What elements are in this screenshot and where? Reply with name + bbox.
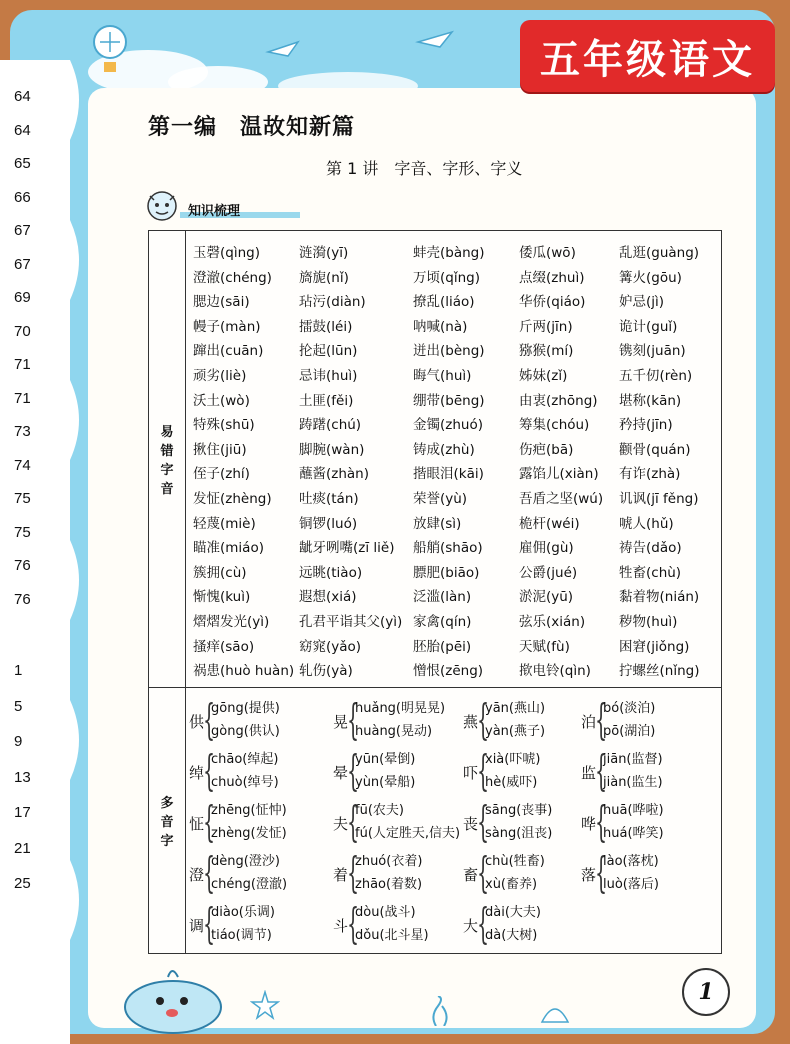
reading-2: luò(落后) bbox=[603, 877, 659, 892]
starfish-icon bbox=[250, 990, 280, 1020]
pron-entry: 膘肥(biāo) bbox=[413, 564, 480, 581]
pron-entry: 困窘(jiǒng) bbox=[619, 638, 690, 655]
pron-entry: 瞄准(miáo) bbox=[193, 540, 264, 557]
pron-entry: 祷告(dǎo) bbox=[619, 540, 682, 557]
pron-entry: 荣誉(yù) bbox=[413, 491, 468, 507]
pron-entry: 蘸酱(zhàn) bbox=[299, 466, 370, 483]
pron-entry: 窈窕(yǎo) bbox=[299, 638, 362, 655]
polyphonic-char: 燕 bbox=[463, 713, 479, 731]
pron-entry: 轻蔑(miè) bbox=[193, 515, 256, 532]
brace-icon: { bbox=[347, 746, 360, 795]
pron-entry: 呐喊(nà) bbox=[413, 318, 468, 335]
pron-entry: 旖旎(nǐ) bbox=[299, 269, 349, 286]
row-label-char: 音 bbox=[160, 814, 174, 830]
pron-entry: 万顷(qǐng) bbox=[413, 269, 480, 286]
brace-icon: { bbox=[347, 797, 360, 846]
brace-icon: { bbox=[595, 797, 608, 846]
lecture-title: 第 1 讲 字音、字形、字义 bbox=[326, 159, 523, 178]
side-number: 75 bbox=[14, 523, 31, 541]
pron-entry: 篝火(gōu) bbox=[619, 269, 682, 286]
pron-entry: 涟漪(yī) bbox=[299, 245, 349, 261]
pron-entry: 腮边(sāi) bbox=[193, 294, 250, 311]
pron-entry: 簇拥(cù) bbox=[193, 564, 247, 581]
pron-entry: 擂鼓(léi) bbox=[299, 318, 353, 335]
side-number: 74 bbox=[14, 456, 31, 474]
pron-entry: 熠熠发光(yì) bbox=[193, 614, 270, 630]
pron-entry: 脚腕(wàn) bbox=[299, 441, 365, 458]
polyphonic-row bbox=[149, 687, 721, 953]
polyphonic-char: 落 bbox=[581, 866, 597, 884]
reading-2: jiàn(监生) bbox=[603, 775, 663, 790]
pron-entry: 沃土(wò) bbox=[193, 392, 250, 409]
brace-icon: { bbox=[477, 695, 490, 744]
pron-entry: 抡起(lūn) bbox=[299, 343, 358, 360]
polyphonic-char: 着 bbox=[333, 866, 349, 884]
pron-entry: 揪住(jiū) bbox=[193, 441, 247, 458]
pron-entry: 金镯(zhuó) bbox=[413, 417, 483, 434]
row-label-char: 字 bbox=[160, 833, 174, 849]
side-number: 67 bbox=[14, 255, 31, 273]
pron-entry: 猕猴(mí) bbox=[519, 343, 574, 360]
pron-entry: 泛滥(làn) bbox=[413, 589, 472, 606]
pron-entry: 华侨(qiáo) bbox=[519, 294, 586, 311]
side-number: 71 bbox=[14, 356, 31, 373]
reading-1: huǎng(明晃晃) bbox=[355, 701, 446, 716]
pron-entry: 堪称(kān) bbox=[619, 392, 682, 409]
pron-entry: 侄子(zhí) bbox=[193, 466, 250, 483]
pron-entry: 铜锣(luó) bbox=[299, 515, 358, 532]
side-number: 75 bbox=[14, 490, 31, 507]
page-title: 第一编 温故知新篇 bbox=[148, 115, 356, 140]
polyphonic-char: 泊 bbox=[581, 713, 597, 731]
side-number: 76 bbox=[14, 557, 31, 574]
pron-entry: 蚌壳(bàng) bbox=[413, 245, 485, 261]
side-number: 66 bbox=[14, 188, 31, 206]
side-number: 5 bbox=[14, 697, 23, 715]
polyphonic-char: 怔 bbox=[189, 815, 205, 833]
polyphonic-char: 畜 bbox=[463, 866, 479, 884]
shell-icon bbox=[540, 1000, 570, 1024]
pron-entry: 胚胎(pēi) bbox=[413, 638, 472, 655]
brace-icon: { bbox=[477, 746, 490, 795]
reading-2: tiáo(调节) bbox=[211, 928, 272, 943]
side-number: 67 bbox=[14, 222, 31, 239]
reading-2: gòng(供认) bbox=[211, 724, 280, 739]
side-number: 64 bbox=[14, 121, 31, 139]
pron-entry: 矜持(jīn) bbox=[619, 417, 673, 434]
brace-icon: { bbox=[347, 899, 360, 948]
reading-1: diào(乐调) bbox=[211, 905, 275, 920]
brace-icon: { bbox=[595, 695, 608, 744]
reading-2: fú(人定胜天,信夫) bbox=[355, 826, 461, 841]
reading-1: zhuó(衣着) bbox=[355, 854, 423, 869]
pron-entry: 雇佣(gù) bbox=[519, 540, 574, 557]
pron-entry: 吾盾之坚(wú) bbox=[519, 491, 604, 507]
pron-entry: 有诈(zhà) bbox=[619, 466, 681, 483]
reading-1: jiān(监督) bbox=[603, 752, 663, 767]
reading-1: huā(哗啦) bbox=[603, 803, 664, 818]
pron-entry: 由衷(zhōng) bbox=[519, 392, 598, 409]
row-label-error-pronunciation bbox=[149, 231, 186, 687]
pron-entry: 倭瓜(wō) bbox=[519, 245, 576, 261]
pron-entry: 颧骨(quán) bbox=[619, 441, 691, 458]
section-label: 知识梳理 bbox=[188, 204, 241, 219]
pron-entry: 姊妹(zǐ) bbox=[519, 368, 568, 384]
side-number: 25 bbox=[14, 875, 31, 892]
pron-entry: 特殊(shū) bbox=[193, 417, 255, 434]
pron-entry: 遐想(xiá) bbox=[299, 589, 357, 606]
pron-entry: 忌讳(huì) bbox=[299, 368, 358, 384]
pron-entry: 澄澈(chéng) bbox=[193, 269, 272, 286]
pron-entry: 踌躇(chú) bbox=[299, 417, 362, 434]
pron-entry: 玉磬(qìng) bbox=[193, 245, 260, 261]
polyphonic-char: 调 bbox=[189, 917, 205, 935]
reading-2: sàng(沮丧) bbox=[485, 826, 553, 841]
row-label-polyphonic bbox=[149, 687, 186, 953]
pron-entry: 五千仞(rèn) bbox=[619, 368, 693, 384]
side-number: 73 bbox=[14, 423, 31, 440]
reading-2: huá(哗笑) bbox=[603, 826, 664, 841]
polyphonic-char: 吓 bbox=[463, 764, 479, 782]
reading-1: gōng(提供) bbox=[211, 701, 280, 716]
reading-1: chāo(绰起) bbox=[211, 752, 279, 767]
pron-entry: 蹿出(cuān) bbox=[193, 343, 264, 360]
error-pronunciation-row bbox=[149, 231, 721, 688]
pron-entry: 乱逛(guàng) bbox=[619, 245, 700, 261]
whale-icon bbox=[118, 955, 228, 1035]
side-number: 65 bbox=[14, 155, 31, 172]
reading-1: xià(吓唬) bbox=[485, 752, 541, 767]
brace-icon: { bbox=[595, 848, 608, 897]
pron-entry: 桅杆(wéi) bbox=[519, 515, 580, 532]
side-number: 64 bbox=[14, 88, 31, 105]
polyphonic-char: 丧 bbox=[463, 815, 479, 833]
pron-entry: 讥讽(jī fěng) bbox=[619, 491, 699, 507]
reading-2: zhèng(发怔) bbox=[211, 826, 287, 841]
brace-icon: { bbox=[203, 899, 216, 948]
brace-icon: { bbox=[203, 695, 216, 744]
reading-2: chuò(绰号) bbox=[211, 775, 279, 790]
pron-entry: 吐痰(tán) bbox=[299, 491, 359, 507]
polyphonic-char: 斗 bbox=[333, 917, 349, 935]
pron-entry: 迸出(bèng) bbox=[413, 343, 485, 360]
row-label-char: 错 bbox=[160, 444, 174, 459]
brace-icon: { bbox=[203, 848, 216, 897]
reading-1: lào(落枕) bbox=[603, 854, 659, 869]
brace-icon: { bbox=[477, 848, 490, 897]
reading-1: sāng(丧事) bbox=[485, 803, 553, 818]
polyphonic-char: 绰 bbox=[189, 764, 205, 782]
reading-1: yūn(晕倒) bbox=[355, 752, 416, 767]
pron-entry: 揩眼泪(kāi) bbox=[413, 466, 484, 483]
pron-entry: 孔君平诣其父(yì) bbox=[299, 614, 403, 630]
side-number: 71 bbox=[14, 389, 31, 407]
pron-entry: 幔子(màn) bbox=[193, 318, 261, 335]
pron-entry: 晦气(huì) bbox=[413, 368, 472, 384]
mascot-icon bbox=[142, 188, 186, 224]
row-label-char: 字 bbox=[160, 463, 174, 478]
row-label-char: 音 bbox=[160, 482, 174, 497]
reading-2: pō(湖泊) bbox=[603, 724, 656, 739]
row-label-char: 多 bbox=[160, 795, 174, 811]
pron-entry: 远眺(tiào) bbox=[299, 564, 363, 581]
side-number: 17 bbox=[14, 804, 31, 821]
polyphonic-char: 夫 bbox=[333, 815, 349, 833]
pron-entry: 弦乐(xián) bbox=[519, 614, 586, 630]
pron-entry: 顽劣(liè) bbox=[193, 368, 247, 384]
pron-entry: 发怔(zhèng) bbox=[193, 491, 272, 507]
pron-entry: 点缀(zhuì) bbox=[519, 269, 585, 286]
pron-entry: 黏着物(nián) bbox=[619, 589, 700, 606]
reading-2: xù(畜养) bbox=[485, 877, 538, 892]
reading-1: dài(大夫) bbox=[485, 905, 541, 920]
reading-2: hè(威吓) bbox=[485, 775, 538, 790]
polyphonic-char: 监 bbox=[581, 764, 597, 782]
pron-entry: 惭愧(kuì) bbox=[193, 589, 251, 606]
pron-entry: 玷污(diàn) bbox=[299, 294, 366, 311]
pron-entry: 牲畜(chù) bbox=[619, 564, 682, 581]
grade-subject-badge: 五年级语文 bbox=[520, 20, 775, 92]
wavy-edge bbox=[48, 60, 88, 1044]
side-number: 13 bbox=[14, 768, 31, 786]
brace-icon: { bbox=[477, 797, 490, 846]
pron-entry: 放肆(sì) bbox=[413, 515, 462, 532]
reading-1: zhēng(怔忡) bbox=[211, 803, 287, 818]
reading-2: chéng(澄澈) bbox=[211, 877, 288, 892]
pron-entry: 淤泥(yū) bbox=[519, 589, 574, 606]
brace-icon: { bbox=[203, 797, 216, 846]
reading-2: yàn(燕子) bbox=[485, 724, 546, 739]
pron-entry: 斤两(jīn) bbox=[519, 318, 573, 335]
side-number: 21 bbox=[14, 839, 31, 857]
polyphonic-char: 晕 bbox=[333, 764, 349, 782]
reading-2: yùn(晕船) bbox=[355, 775, 416, 790]
reading-1: dòu(战斗) bbox=[355, 905, 416, 920]
side-number: 1 bbox=[14, 662, 23, 679]
polyphonic-char: 澄 bbox=[189, 866, 205, 884]
side-number: 9 bbox=[14, 733, 23, 750]
brace-icon: { bbox=[347, 695, 360, 744]
polyphonic-char: 哗 bbox=[581, 815, 597, 833]
polyphonic-char: 供 bbox=[189, 713, 205, 731]
polyphonic-char: 大 bbox=[463, 917, 479, 935]
brace-icon: { bbox=[347, 848, 360, 897]
pron-entry: 唬人(hǔ) bbox=[619, 515, 674, 532]
pron-entry: 船艄(shāo) bbox=[413, 540, 483, 557]
pron-entry: 祸患(huò huàn) bbox=[193, 663, 295, 680]
pron-entry: 憎恨(zēng) bbox=[413, 663, 484, 680]
pron-entry: 秽物(huì) bbox=[619, 614, 678, 630]
pron-entry: 伤疤(bā) bbox=[519, 441, 574, 458]
brace-icon: { bbox=[595, 746, 608, 795]
brace-icon: { bbox=[477, 899, 490, 948]
pron-entry: 铸成(zhù) bbox=[413, 441, 475, 458]
reading-1: dèng(澄沙) bbox=[211, 854, 280, 869]
pron-entry: 揿电铃(qìn) bbox=[519, 663, 591, 680]
reading-1: yān(燕山) bbox=[485, 701, 546, 716]
reading-1: chù(牲畜) bbox=[485, 854, 545, 869]
pron-entry: 龇牙咧嘴(zī liě) bbox=[299, 540, 395, 557]
pron-entry: 镌刻(juān) bbox=[619, 343, 686, 360]
pron-entry: 土匪(fěi) bbox=[299, 392, 354, 409]
pron-entry: 绷带(bēng) bbox=[413, 392, 485, 409]
brace-icon: { bbox=[203, 746, 216, 795]
pron-entry: 家禽(qín) bbox=[413, 614, 472, 630]
page-number: 1 bbox=[682, 968, 730, 1016]
pron-entry: 诡计(guǐ) bbox=[619, 318, 678, 335]
polyphonic-char: 晃 bbox=[333, 713, 349, 731]
reading-2: zhāo(着数) bbox=[355, 877, 423, 892]
reading-2: dà(大树) bbox=[485, 928, 538, 943]
pron-entry: 轧伤(yà) bbox=[299, 663, 353, 680]
pron-entry: 天赋(fù) bbox=[519, 638, 570, 655]
sky-decoration bbox=[88, 12, 518, 92]
reading-2: dǒu(北斗星) bbox=[355, 928, 429, 943]
side-number: 70 bbox=[14, 322, 31, 340]
pron-entry: 撩乱(liáo) bbox=[413, 294, 475, 311]
side-number: 69 bbox=[14, 289, 31, 306]
pron-entry: 搔痒(sāo) bbox=[193, 638, 255, 655]
knowledge-table bbox=[148, 230, 722, 954]
pron-entry: 公爵(jué) bbox=[519, 564, 578, 581]
pron-entry: 筹集(chóu) bbox=[519, 417, 590, 434]
pron-entry: 露馅儿(xiàn) bbox=[519, 466, 599, 483]
reading-1: bó(淡泊) bbox=[603, 701, 656, 716]
pron-entry: 妒忌(jì) bbox=[619, 294, 665, 311]
reading-1: fū(农夫) bbox=[355, 803, 404, 818]
seaweed-icon bbox=[430, 996, 454, 1026]
row-label-char: 易 bbox=[160, 425, 174, 440]
pron-entry: 拧螺丝(nǐng) bbox=[619, 663, 700, 680]
side-number: 76 bbox=[14, 590, 31, 608]
reading-2: huàng(晃动) bbox=[355, 724, 433, 739]
